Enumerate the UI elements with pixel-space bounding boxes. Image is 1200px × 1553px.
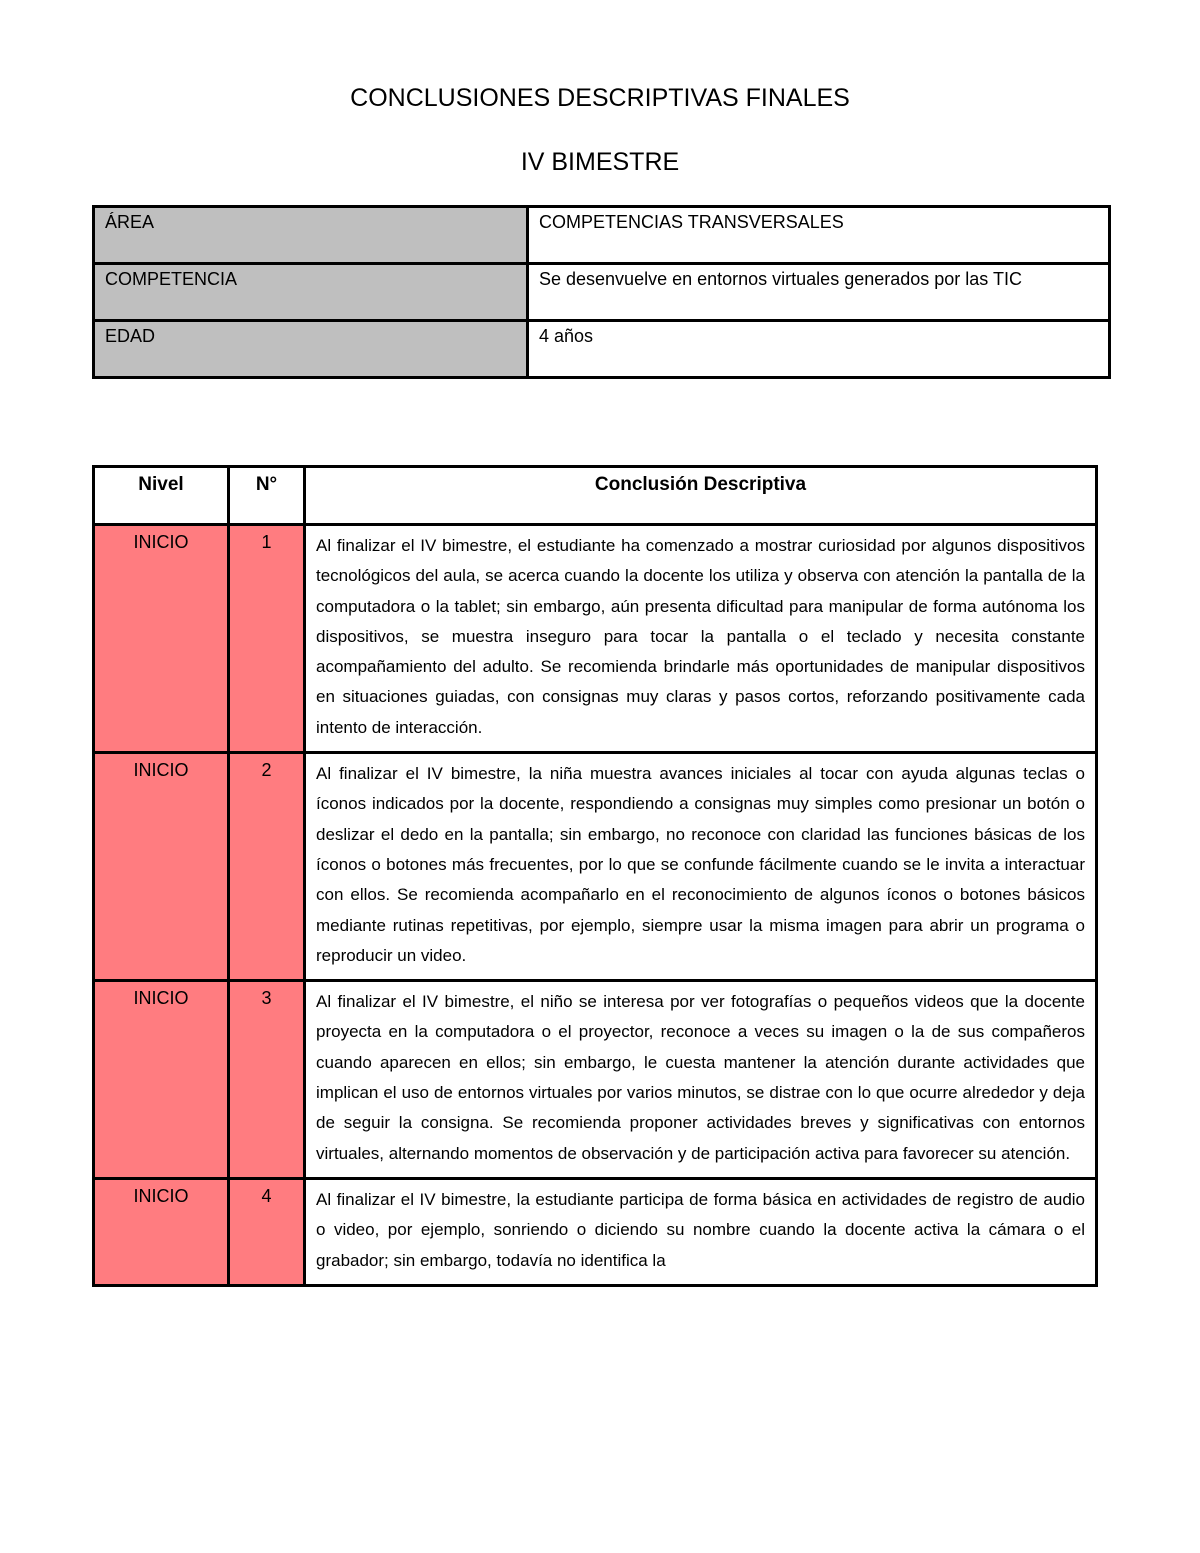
conclusion-cell: Al finalizar el IV bimestre, el estudiante ha comenzado a mostrar curiosidad por algunos dispositivos tecnológicos del aula, se acerca cuando la docente los utiliza y observa con atención la pantalla de la computadora o la tablet; sin embargo, aún presenta dificultad para manipular de forma autónoma los dispositivos, se muestra inseguro para tocar la pantalla o el teclado y necesita constante acompañamiento del adulto. Se recomienda brindarle más oportunidades de manipular dispositivos en situaciones guiadas, con consignas muy claras y pasos cortos, reforzando positivamente cada intento de interacción.: [305, 525, 1097, 753]
document-subtitle: IV BIMESTRE: [520, 148, 680, 176]
info-value: Se desenvuelve en entornos virtuales generados por las TIC: [528, 264, 1110, 321]
info-label: COMPETENCIA: [94, 264, 528, 321]
header-level: Nivel: [94, 467, 229, 525]
conclusion-cell: Al finalizar el IV bimestre, el niño se interesa por ver fotografías o pequeños videos que la docente proyecta en la computadora o el proyector, reconoce a veces su imagen o la de sus compañeros cuando aparecen en ellos; sin embargo, le cuesta mantener la atención durante actividades que implican el uso de entornos virtuales por varios minutos, se distrae con lo que ocurre alrededor y deja de seguir la consigna. Se recomienda proponer actividades breves y significativas con entornos virtuales, alternando momentos de observación y de participación activa para favorecer su atención.: [305, 981, 1097, 1179]
info-table: [92, 205, 1111, 379]
conclusion-cell: Al finalizar el IV bimestre, la niña muestra avances iniciales al tocar con ayuda algunas teclas o íconos indicados por la docente, respondiendo a consignas muy simples como presionar un botón o deslizar el dedo en la pantalla; sin embargo, no reconoce con claridad las funciones básicas de los íconos o botones más frecuentes, por lo que se confunde fácilmente cuando se le invita a interactuar con ellos. Se recomienda acompañarlo en el reconocimiento de algunos íconos o botones básicos mediante rutinas repetitivas, por ejemplo, siempre usar la misma imagen para abrir un programa o reproducir un video.: [305, 753, 1097, 981]
info-label: EDAD: [94, 321, 528, 378]
info-value: 4 años: [528, 321, 1110, 378]
table-row: [94, 981, 1097, 1179]
number-cell: 4: [229, 1178, 305, 1285]
number-cell: 3: [229, 981, 305, 1179]
table-row: [94, 1178, 1097, 1285]
number-cell: 1: [229, 525, 305, 753]
table-row: [94, 753, 1097, 981]
level-cell: INICIO: [94, 1178, 229, 1285]
info-row-area: [94, 207, 1110, 264]
document-title: CONCLUSIONES DESCRIPTIVAS FINALES: [350, 84, 850, 112]
info-value: COMPETENCIAS TRANSVERSALES: [528, 207, 1110, 264]
conclusion-cell: Al finalizar el IV bimestre, la estudiante participa de forma básica en actividades de registro de audio o video, por ejemplo, sonriendo o diciendo su nombre cuando la docente activa la cámara o el grabador; sin embargo, todavía no identifica la: [305, 1178, 1097, 1285]
level-cell: INICIO: [94, 525, 229, 753]
info-row-competencia: [94, 264, 1110, 321]
number-cell: 2: [229, 753, 305, 981]
table-row: [94, 525, 1097, 753]
level-cell: INICIO: [94, 753, 229, 981]
header-number: N°: [229, 467, 305, 525]
table-header-row: [94, 467, 1097, 525]
info-row-edad: [94, 321, 1110, 378]
info-label: ÁREA: [94, 207, 528, 264]
conclusions-table: [92, 465, 1098, 1287]
header-conclusion: Conclusión Descriptiva: [305, 467, 1097, 525]
level-cell: INICIO: [94, 981, 229, 1179]
